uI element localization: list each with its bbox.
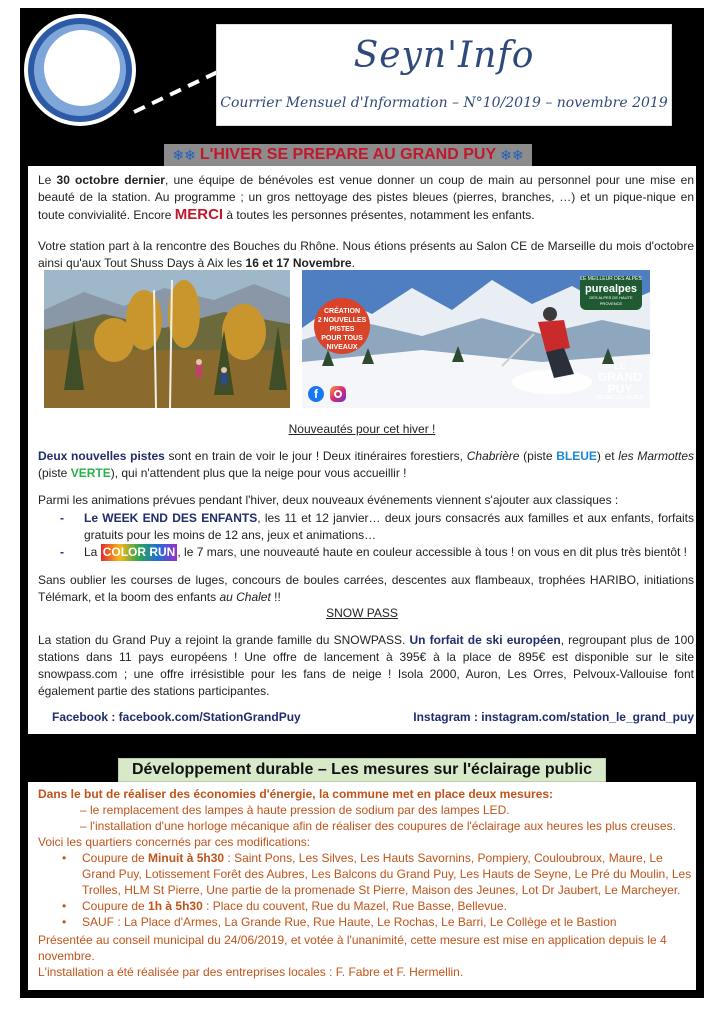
instagram-link[interactable]: Instagram : instagram.com/station_le_grand_puy: [413, 710, 694, 724]
quartiers-intro: Voici les quartiers concernés par ces modifications:: [38, 835, 311, 849]
town-logo: [22, 10, 142, 130]
list-item: - La COLOR RUN , le 7 mars, une nouveauté haute en couleur accessible à tous ! on vous en dit plus très bientôt !: [60, 545, 688, 559]
vote-note: Présentée au conseil municipal du 24/06/2019, et votée à l'unanimité, cette mesure est mise en application depuis le 4 novembre.: [38, 933, 667, 963]
social-links: [52, 710, 694, 724]
list-item: • Coupure de Minuit à 5h30 : Saint Pons, Les Silves, Les Hauts Savornins, Pompiery, Couloubroux, Maure, Le Grand Puy, Lotissement Forêt des Aubres, Les Balcons du Grand Puy, Les Hauts de Seyne, Le Pré du Moulin, Les Trolles, HLM St Pierre, Une partie de la promenade St Pierre, Maison des Jeunes, Lot Dr Jaubert, Le Marcheyer.: [38, 850, 692, 898]
quartiers-list: [38, 850, 692, 930]
grand-puy-logo: LE GRAND PUY SEYNE-LES-ALPES: [596, 361, 644, 401]
paragraph-new-pistes: Deux nouvelles pistes sont en train de voir le jour ! Deux itinéraires forestiers, Chabrière (piste BLEUE) et les Marmottes (piste VERTE), qui n'attendent plus que la neige pour vous accueillir !: [38, 449, 695, 480]
snowflake-icon: ❄❄: [172, 146, 196, 163]
snowflake-icon: ❄❄: [500, 146, 524, 163]
events-list: [38, 510, 694, 561]
nouveautes-title: Nouveautés pour cet hiver !: [288, 422, 436, 436]
lighting-intro: Dans le but de réaliser des économies d'énergie, la commune met en place deux mesures:: [38, 787, 554, 801]
list-item: • Coupure de 1h à 5h30 : Place du couvent, Rue du Mazel, Rue Basse, Bellevue.: [38, 898, 692, 914]
measure-1: – le remplacement des lampes à haute pression de sodium par des lampes LED.: [80, 803, 510, 817]
color-run-label: COLOR RUN: [102, 545, 176, 559]
ski-promo-photo: [302, 270, 650, 408]
new-pistes-badge: CRÉATION 2 NOUVELLES PISTES POUR TOUS NIVEAUX: [314, 298, 370, 354]
section1-heading: [164, 144, 532, 166]
paragraph-snowpass: La station du Grand Puy a rejoint la grande famille du SNOWPASS. Un forfait de ski européen, regroupant plus de 100 stations dans 11 pays européens ! Une offre de lancement à 395€ à la place de 895€ est disponible sur le site snowpass.com ; une offre irrésistible pour les fans de neige ! Isola 2000, Auron, Les Orres, Pelvoux-Vallouise font également partie des stations participantes.: [38, 633, 694, 698]
paragraph-volunteers: Le 30 octobre dernier, une équipe de bénévoles est venue donner un coup de main au personnel pour une mise en beauté de la station. Au programme ; un gros nettoyage des pistes bleues (pierres, branches, …) et un pique-nique en toute convivialité. Encore MERCI à toutes les personnes présentes, notamment les enfants.: [38, 173, 695, 223]
instagram-icon[interactable]: [330, 386, 346, 402]
paragraph-bouches-du-rhone: Votre station part à la rencontre des Bouches du Rhône. Nous étions présents au Salon CE de Marseille du mois d'octobre ainsi qu'aux Tout Shuss Days à Aix les 16 et 17 Novembre.: [38, 239, 694, 270]
list-item: - Le WEEK END DES ENFANTS, les 11 et 12 janvier… deux jours consacrés aux familles et aux enfants, forfaits gratuits pour les moins de 12 ans, jeux et animations…: [60, 511, 694, 542]
masthead: [216, 24, 672, 126]
install-note: L'installation a été réalisée par des entreprises locales : F. Fabre et F. Hermellin.: [38, 965, 464, 979]
facebook-icon[interactable]: f: [308, 386, 324, 402]
masthead-title: Seyn'Info: [353, 35, 535, 76]
paragraph-other-events: Sans oublier les courses de luges, concours de boules carrées, descentes aux flambeaux, trophées HARIBO, initiations Télémark, et la boom des enfants au Chalet !!: [38, 573, 694, 604]
list-item: • SAUF : La Place d'Armes, La Grande Rue, Rue Haute, Le Rochas, Le Barri, Le Collège et le Bastion: [38, 914, 692, 930]
paragraph-animations: Parmi les animations prévues pendant l'hiver, deux nouveaux événements viennent s'ajouter aux classiques :: [38, 493, 619, 507]
purealpes-logo: LE MEILLEUR DES ALPES purealpes DES ALPES DE HAUTE PROVENCE: [580, 276, 642, 310]
volunteers-photo: [44, 270, 290, 408]
snowpass-title: SNOW PASS: [326, 606, 398, 620]
section1-heading-text: L'HIVER SE PREPARE AU GRAND PUY: [199, 146, 497, 163]
section2-heading: Développement durable – Les mesures sur l'éclairage public: [118, 758, 606, 782]
masthead-subtitle: Courrier Mensuel d'Information – N°10/2019 – novembre 2019: [220, 95, 668, 111]
facebook-link[interactable]: Facebook : facebook.com/StationGrandPuy: [52, 710, 301, 724]
decorative-dashed-line: [130, 60, 230, 120]
measure-2: – l'installation d'une horloge mécanique afin de réaliser des coupures de l'éclairage aux heures les plus creuses.: [80, 819, 676, 833]
